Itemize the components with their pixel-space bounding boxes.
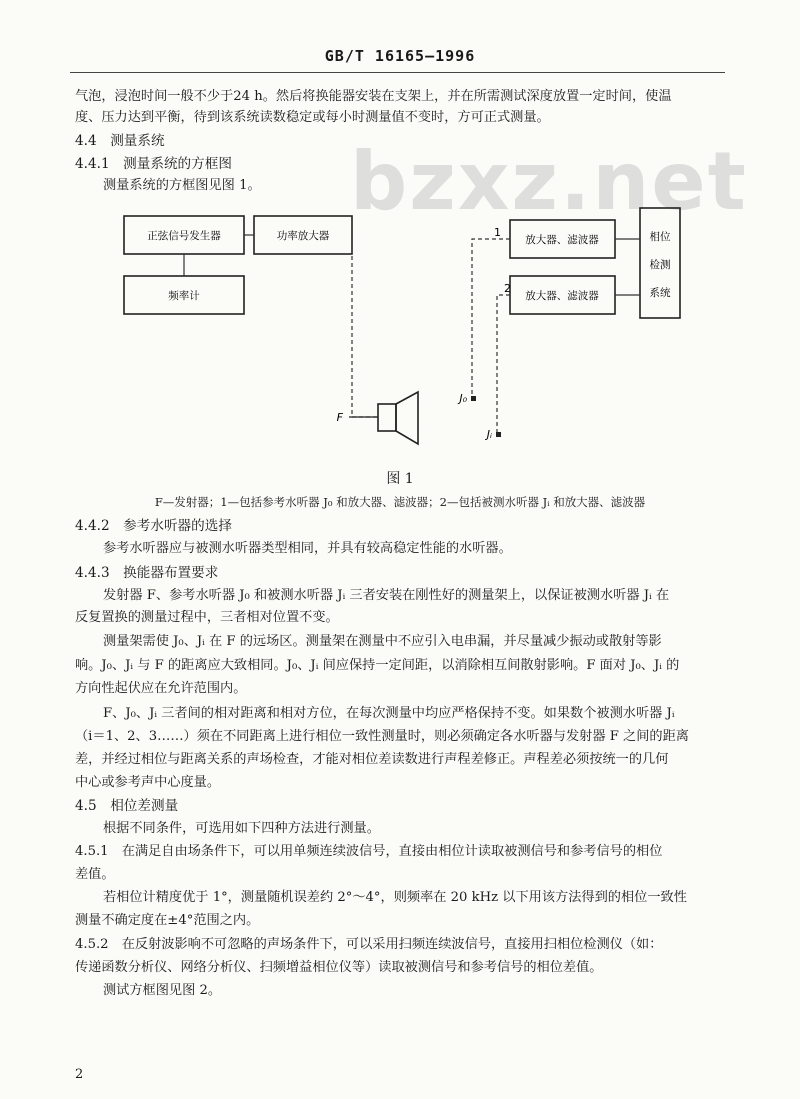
section-heading: 4.4.3 换能器布置要求: [75, 565, 219, 581]
test-hydrophone-icon: [496, 432, 501, 437]
figure-caption: 图 1: [386, 471, 414, 487]
phase-label-line2: 检测: [649, 259, 671, 271]
text-line: 气泡，浸泡时间一般不少于24 h。然后将换能器安装在支架上，并在所需测试深度放置一定时间，使温: [75, 89, 672, 104]
power-amplifier-label: 功率放大器: [276, 230, 330, 242]
paragraph: 响。J₀、Jᵢ 与 F 的距离应大致相同。J₀、Jᵢ 间应保持一定间距，以消除相互间散射影响。F 面对 J₀、Jᵢ 的: [75, 658, 680, 673]
test-hydrophone-label: Jᵢ: [486, 428, 492, 441]
section-heading: 4.4.2 参考水听器的选择: [75, 518, 232, 534]
paragraph: 中心或参考声中心度量。: [75, 775, 221, 790]
paragraph: 根据不同条件，可选用如下四种方法进行测量。: [103, 821, 380, 836]
paragraph: 测量系统的方框图见图 1。: [103, 178, 261, 193]
paragraph: 测试方框图见图 2。: [103, 983, 222, 998]
section-heading: 4.4 测量系统: [75, 133, 165, 149]
paragraph: 方向性起伏应在允许范围内。: [75, 681, 247, 696]
section-heading: 4.5.1 在满足自由场条件下，可以用单频连续波信号，直接由相位计读取被测信号和参考信号的相位: [75, 844, 663, 859]
section-heading: 4.4.1 测量系统的方框图: [75, 156, 232, 172]
transmitter-label: F: [336, 411, 343, 424]
reference-hydrophone-icon: [471, 396, 476, 401]
paragraph: 差，并经过相位与距离关系的声场检查，才能对相位差读数进行声程差修正。声程差必须按统一的几何: [75, 752, 669, 767]
paragraph: 测量架需使 J₀、Jᵢ 在 F 的远场区。测量架在测量中不应引入电串漏，并尽量减少振动或散射等影: [103, 634, 662, 649]
phase-label-line1: 相位: [649, 231, 671, 243]
transmitter-icon: [349, 392, 418, 444]
amp-filter-label-1: 放大器、滤波器: [525, 234, 599, 246]
paragraph: 发射器 F、参考水听器 J₀ 和被测水听器 Jᵢ 三者安装在刚性好的测量架上，以保证被测水听器 Jᵢ 在: [103, 588, 670, 603]
paragraph: F、J₀、Jᵢ 三者间的相对距离和相对方位，在每次测量中均应严格保持不变。如果数个被测水听器 Jᵢ: [103, 706, 675, 721]
paragraph: 若相位计精度优于 1°，测量随机误差约 2°～4°，则频率在 20 kHz 以下用该方法得到的相位一致性: [103, 890, 687, 905]
watermark: bzxz.net: [350, 135, 748, 228]
page-number: 2: [75, 1067, 84, 1082]
section-heading: 4.5.2 在反射波影响不可忽略的声场条件下，可以采用扫频连续波信号，直接用扫相位检测仪（如：: [75, 937, 663, 952]
channel-label-2: 2: [504, 282, 511, 295]
paragraph: （i＝1、2、3……）须在不同距离上进行相位一致性测量时，则必须确定各水听器与发射器 F 之间的距离: [75, 729, 689, 744]
paragraph: 差值。: [75, 867, 115, 882]
paragraph: 反复置换的测量过程中，三者相对位置不变。: [75, 610, 339, 625]
figure-legend: F—发射器；1—包括参考水听器 J₀ 和放大器、滤波器；2—包括被测水听器 Jᵢ 和放大器、滤波器: [154, 495, 646, 509]
paragraph: 传递函数分析仪、网络分析仪、扫频增益相位仪等）读取被测信号和参考信号的相位差值。: [75, 960, 603, 975]
frequency-counter-label: 频率计: [168, 290, 200, 302]
paragraph: 参考水听器应与被测水听器类型相同，并具有较高稳定性能的水听器。: [103, 541, 512, 556]
phase-label-line3: 系统: [649, 287, 671, 299]
figure-1-block-diagram: [0, 195, 800, 455]
channel-label-1: 1: [494, 226, 501, 239]
text-line: 度、压力达到平衡，待到该系统读数稳定或每小时测量值不变时，方可正式测量。: [75, 110, 550, 125]
amp-filter-label-2: 放大器、滤波器: [525, 290, 599, 302]
paragraph: 测量不确定度在±4°范围之内。: [75, 913, 260, 928]
reference-hydrophone-label: J₀: [459, 392, 467, 405]
signal-generator-label: 正弦信号发生器: [147, 230, 221, 242]
section-heading: 4.5 相位差测量: [75, 798, 179, 814]
standard-code-header: GB/T 16165—1996: [324, 47, 476, 65]
header-rule: [70, 72, 725, 73]
